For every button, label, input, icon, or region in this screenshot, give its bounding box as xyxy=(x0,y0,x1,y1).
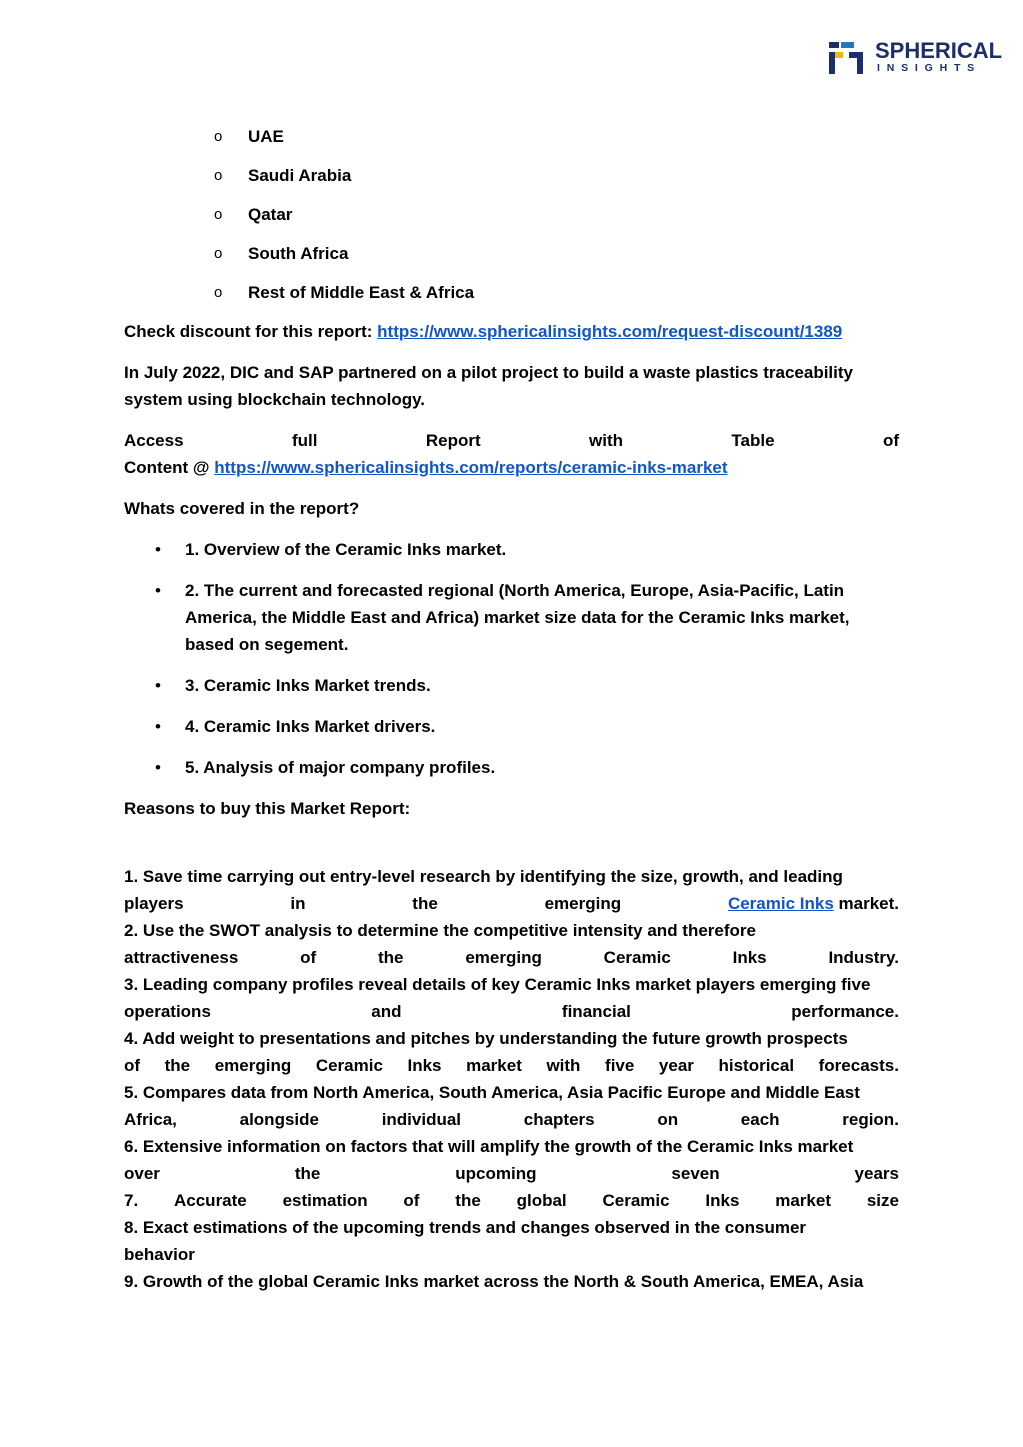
discount-label: Check discount for this report: xyxy=(124,322,373,341)
access-word: Access xyxy=(124,431,184,450)
bullet-icon: • xyxy=(155,540,161,559)
reason-line: 7. Accurate estimation of the global Ceramic Inks market size xyxy=(124,1191,899,1210)
reason-line: Africa, alongside individual chapters on each region. xyxy=(124,1110,899,1129)
access-word: with xyxy=(589,431,624,450)
circle-bullet-icon: o xyxy=(214,206,223,223)
covered-line: 3. Ceramic Inks Market trends. xyxy=(185,676,431,695)
company-logo xyxy=(829,38,1003,76)
reason-line: 2. Use the SWOT analysis to determine the competitive intensity and therefore xyxy=(124,921,756,940)
bullet-icon: • xyxy=(155,758,161,777)
content-label: Content @ xyxy=(124,458,210,477)
reason-line: 8. Exact estimations of the upcoming trends and changes observed in the consumer xyxy=(124,1218,807,1237)
logo-text: SPHERICAL xyxy=(875,38,1003,63)
news-line-1: In July 2022, DIC and SAP partnered on a pilot project to build a waste plastics traceability xyxy=(124,363,853,382)
reason-line: over the upcoming seven years xyxy=(124,1164,899,1183)
covered-line: 2. The current and forecasted regional (North America, Europe, Asia-Pacific, Latin xyxy=(185,581,845,600)
covered-line: 4. Ceramic Inks Market drivers. xyxy=(185,717,436,736)
country-label: UAE xyxy=(248,127,284,146)
reason-line: operations and financial performance. xyxy=(124,1002,899,1021)
covered-line: based on segement. xyxy=(185,635,349,654)
access-word: of xyxy=(882,431,899,450)
discount-paragraph xyxy=(124,318,899,345)
bullet-icon: • xyxy=(155,717,161,736)
covered-line: 5. Analysis of major company profiles. xyxy=(185,758,496,777)
reason-line: behavior xyxy=(124,1245,195,1264)
reason-line: 4. Add weight to presentations and pitches by understanding the future growth prospects xyxy=(124,1029,848,1048)
covered-heading: Whats covered in the report? xyxy=(124,499,360,518)
circle-bullet-icon: o xyxy=(214,167,223,184)
reason-line: 1. Save time carrying out entry-level research by identifying the size, growth, and leading xyxy=(124,867,843,886)
covered-line: America, the Middle East and Africa) market size data for the Ceramic Inks market, xyxy=(185,608,850,627)
discount-link[interactable]: https://www.sphericalinsights.com/request-discount/1389 xyxy=(377,322,843,341)
country-label: South Africa xyxy=(248,244,349,263)
reasons-heading: Reasons to buy this Market Report: xyxy=(124,799,411,818)
reason-line: attractiveness of the emerging Ceramic Inks Industry. xyxy=(124,948,899,967)
access-paragraph xyxy=(124,427,899,481)
news-line-2: system using blockchain technology. xyxy=(124,390,426,409)
access-word: Report xyxy=(425,431,481,450)
report-link[interactable]: https://www.sphericalinsights.com/reports/ceramic-inks-market xyxy=(214,458,728,477)
country-label: Saudi Arabia xyxy=(248,166,352,185)
reason-line: players in the emerging Ceramic Inks market. xyxy=(124,894,899,913)
reason-line: of the emerging Ceramic Inks market with five year historical forecasts. xyxy=(124,1056,899,1075)
reason-line: 5. Compares data from North America, South America, Asia Pacific Europe and Middle East xyxy=(124,1083,860,1102)
country-label: Qatar xyxy=(248,205,293,224)
country-label: Rest of Middle East & Africa xyxy=(248,283,475,302)
circle-bullet-icon: o xyxy=(214,245,223,262)
logo-subtext: INSIGHTS xyxy=(877,62,981,74)
reason-line: 6. Extensive information on factors that will amplify the growth of the Ceramic Inks market xyxy=(124,1137,854,1156)
ceramic-inks-link[interactable]: Ceramic Inks xyxy=(727,894,834,913)
bullet-icon: • xyxy=(155,581,161,600)
reason-line: 9. Growth of the global Ceramic Inks market across the North & South America, EMEA, Asia xyxy=(124,1272,864,1291)
access-word: full xyxy=(291,431,318,450)
reasons-paragraph xyxy=(124,863,899,1295)
circle-bullet-icon: o xyxy=(214,128,223,145)
logo-mark-icon xyxy=(829,40,869,76)
covered-line: 1. Overview of the Ceramic Inks market. xyxy=(185,540,507,559)
bullet-icon: • xyxy=(155,676,161,695)
access-word: Table xyxy=(731,431,775,450)
news-paragraph xyxy=(124,359,899,413)
reason-line: 3. Leading company profiles reveal details of key Ceramic Inks market players emerging five xyxy=(124,975,871,994)
circle-bullet-icon: o xyxy=(214,284,223,301)
